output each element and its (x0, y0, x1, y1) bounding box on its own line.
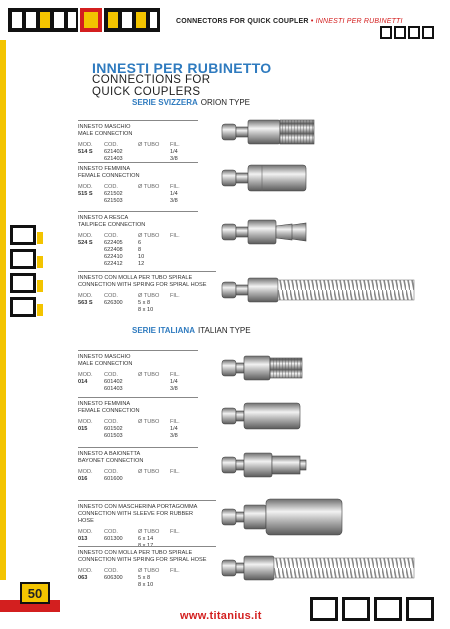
left-box-decoration (10, 225, 40, 321)
bayonet-connector-fitting-image (222, 447, 362, 483)
product-block: INNESTO FEMMINA FEMALE CONNECTION MOD. COD. Ø TUBO FIL. 515 S 621502 1/4 621503 3/8 (78, 162, 208, 205)
brand-logo (8, 6, 160, 36)
product-block: INNESTO CON MOLLA PER TUBO SPIRALE CONNECTION WITH SPRING FOR SPIRAL HOSE MOD. COD. Ø TUBO FIL. 563 S 626300 5 x 8 8 x 10 (78, 271, 208, 314)
female-connector-fitting-image (222, 160, 362, 196)
footer-box-decoration (310, 597, 438, 626)
page-number: 50 (20, 582, 50, 604)
product-block: INNESTO FEMMINA FEMALE CONNECTION MOD. COD. Ø TUBO FIL. 015 601502 1/4 601503 3/8 (78, 397, 208, 440)
product-block: INNESTO MASCHIO MALE CONNECTION MOD. COD. Ø TUBO FIL. 514 S 621402 1/4 621403 3/8 (78, 120, 208, 163)
product-block: INNESTO A BAIONETTA BAYONET CONNECTION MOD. COD. Ø TUBO FIL. 016 601600 (78, 447, 208, 483)
male-connector-fitting-image (222, 350, 362, 386)
female-connector-fitting-image (222, 398, 362, 434)
header-box-decoration (380, 26, 436, 44)
spring-connector-fitting-image (222, 548, 422, 588)
header-title: CONNECTORS FOR QUICK COUPLER • INNESTI PER RUBINETTI (176, 18, 403, 25)
page-title-en: CONNECTIONS FOR QUICK COUPLERS (92, 74, 211, 98)
product-block: INNESTO A RESCA TAILPIECE CONNECTION MOD. COD. Ø TUBO FIL. 524 S 622405 6 622408 8 622410 10 622412 12 (78, 211, 208, 268)
left-accent-bar (0, 40, 6, 580)
header-subtitle: INNESTI PER RUBINETTI (315, 18, 403, 25)
series-heading-italian: SERIE ITALIANA ITALIAN TYPE (132, 326, 251, 335)
series-heading-swiss: SERIE SVIZZERA ORION TYPE (132, 98, 250, 107)
product-block: INNESTO CON MASCHERINA PORTAGOMMA CONNECTION WITH SLEEVE FOR RUBBER HOSE MOD. COD. Ø TUBO FIL. 013 601300 6 x 14 8 x 17 (78, 500, 208, 550)
spring-connector-fitting-image (222, 270, 422, 310)
tailpiece-connector-fitting-image (222, 214, 362, 250)
website-link[interactable]: www.titanius.it (180, 610, 262, 622)
male-connector-fitting-image (222, 114, 362, 150)
product-block: INNESTO CON MOLLA PER TUBO SPIRALE CONNECTION WITH SPRING FOR SPIRAL HOSE MOD. COD. Ø TUBO FIL. 063 606300 5 x 8 8 x 10 (78, 546, 208, 589)
sleeve-connector-fitting-image (222, 495, 362, 541)
product-block: INNESTO MASCHIO MALE CONNECTION MOD. COD. Ø TUBO FIL. 014 601402 1/4 601403 3/8 (78, 350, 208, 393)
page-title: INNESTI PER RUBINETTO (92, 60, 272, 76)
